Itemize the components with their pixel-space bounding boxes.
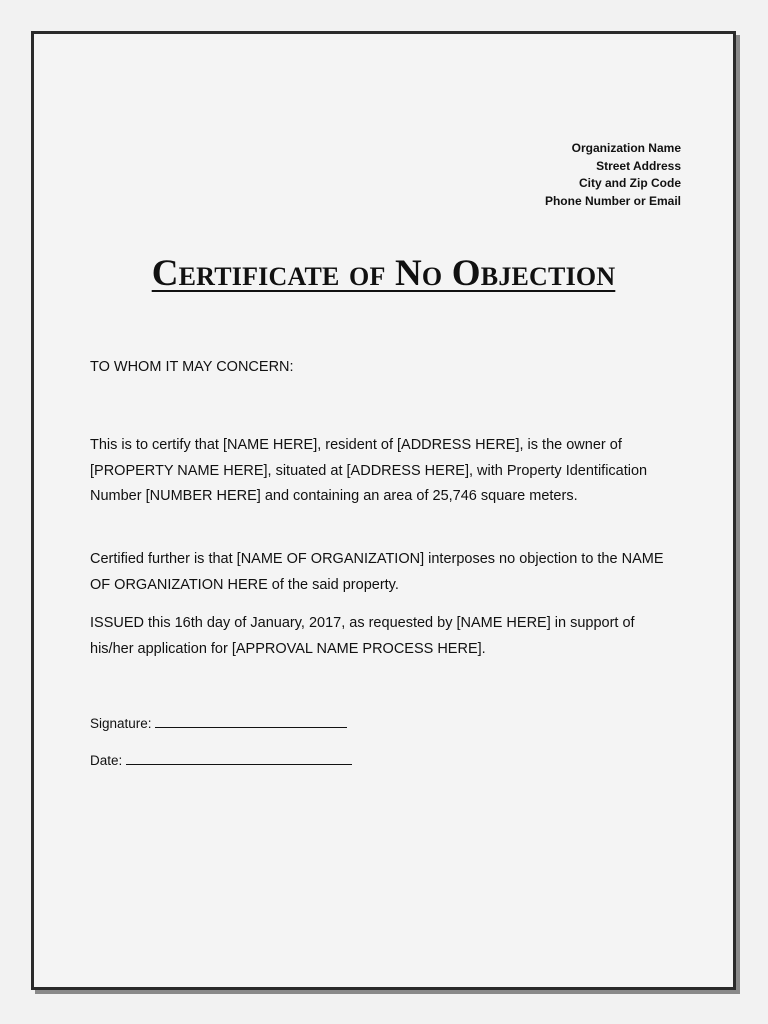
signature-line	[90, 715, 347, 731]
paragraph-ownership: This is to certify that [NAME HERE], resident of [ADDRESS HERE], is the owner of [PROPERTY NAME HERE], situated at [ADDRESS HERE], with Property Identification Number [NUMBER HERE] and containing an area of 25,746 square meters.	[90, 437, 648, 504]
document-title: Certificate of No Objection	[151, 253, 616, 294]
street-address: Street Address	[596, 158, 681, 173]
paragraph-issued: ISSUED this 16th day of January, 2017, as requested by [NAME HERE] in support of his/her application for [APPROVAL NAME PROCESS HERE].	[90, 615, 635, 657]
organization-header	[545, 140, 681, 210]
paragraph-no-objection: Certified further is that [NAME OF ORGANIZATION] interposes no objection to the NAME OF ORGANIZATION HERE of the said property.	[90, 551, 664, 593]
signature-label: Signature:	[90, 716, 152, 731]
date-label: Date:	[90, 753, 123, 768]
organization-name: Organization Name	[571, 141, 681, 155]
signature-blank	[155, 715, 347, 728]
salutation: TO WHOM IT MAY CONCERN:	[90, 359, 294, 375]
document-page	[31, 31, 736, 990]
date-line	[90, 752, 352, 768]
document-title-wrap	[34, 252, 733, 296]
contact-info: Phone Number or Email	[544, 193, 681, 208]
date-blank	[126, 752, 352, 765]
city-zip: City and Zip Code	[579, 176, 681, 190]
